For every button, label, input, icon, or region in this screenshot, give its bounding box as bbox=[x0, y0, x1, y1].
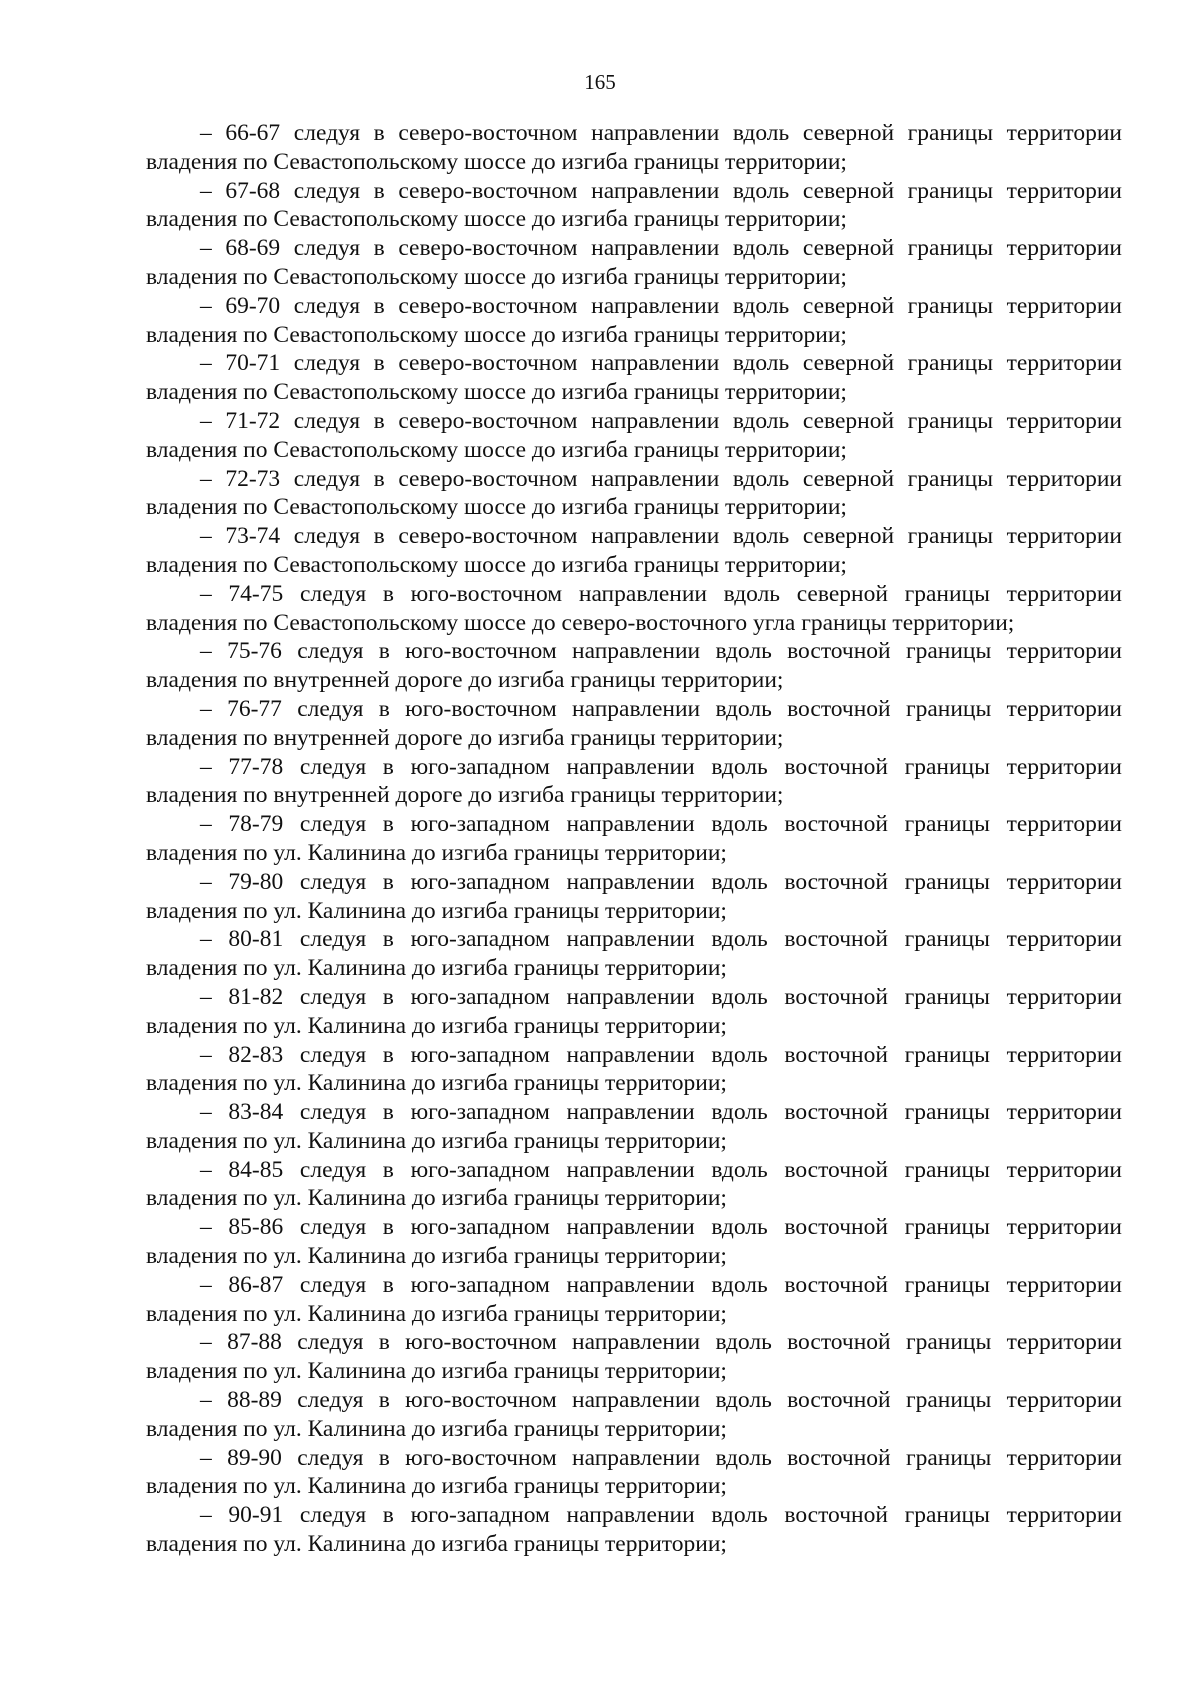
paragraph bbox=[146, 349, 1122, 407]
paragraph-line: – 66-67 следуя в северо-восточном направлении вдоль северной границы территории bbox=[200, 120, 1122, 146]
paragraph-line: владения по ул. Калинина до изгиба границы территории; bbox=[146, 897, 727, 924]
paragraph-line: владения по ул. Калинина до изгиба границы территории; bbox=[146, 1243, 727, 1270]
paragraph bbox=[146, 580, 1122, 638]
paragraph-line: – 87-88 следуя в юго-восточном направлении вдоль восточной границы территории bbox=[200, 1329, 1122, 1356]
paragraph-line: владения по Севастопольскому шоссе до изгиба границы территории; bbox=[146, 148, 847, 175]
paragraph-line: – 70-71 следуя в северо-восточном направлении вдоль северной границы территории bbox=[200, 350, 1122, 377]
paragraph bbox=[146, 177, 1122, 235]
paragraph-line: владения по ул. Калинина до изгиба границы территории; bbox=[146, 1185, 727, 1212]
paragraph-line: владения по внутренней дороге до изгиба границы территории; bbox=[146, 782, 784, 809]
paragraph-line: – 86-87 следуя в юго-западном направлении вдоль восточной границы территории bbox=[200, 1271, 1122, 1298]
paragraph-line: – 81-82 следуя в юго-западном направлении вдоль восточной границы территории bbox=[200, 983, 1122, 1010]
paragraph-line: владения по ул. Калинина до изгиба границы территории; bbox=[146, 1531, 727, 1558]
paragraph-line: владения по Севастопольскому шоссе до изгиба границы территории; bbox=[146, 436, 847, 463]
paragraph bbox=[146, 1501, 1122, 1559]
paragraph-line: – 80-81 следуя в юго-западном направлении вдоль восточной границы территории bbox=[200, 926, 1122, 953]
paragraph bbox=[146, 1444, 1122, 1502]
paragraph bbox=[146, 522, 1122, 580]
page-number: 165 bbox=[584, 70, 616, 94]
paragraph-line: – 82-83 следуя в юго-западном направлении вдоль восточной границы территории bbox=[200, 1041, 1122, 1068]
paragraph bbox=[146, 868, 1122, 926]
paragraph-line: владения по Севастопольскому шоссе до изгиба границы территории; bbox=[146, 263, 847, 290]
paragraph-line: – 89-90 следуя в юго-восточном направлении вдоль восточной границы территории bbox=[200, 1444, 1122, 1471]
paragraph bbox=[146, 1098, 1122, 1156]
paragraph bbox=[146, 119, 1122, 177]
paragraph-line: – 84-85 следуя в юго-западном направлении вдоль восточной границы территории bbox=[200, 1156, 1122, 1183]
paragraph bbox=[146, 983, 1122, 1041]
paragraph-line: владения по ул. Калинина до изгиба границы территории; bbox=[146, 1300, 727, 1327]
paragraph-line: владения по ул. Калинина до изгиба границы территории; bbox=[146, 1012, 727, 1039]
paragraph-line: – 73-74 следуя в северо-восточном направлении вдоль северной границы территории bbox=[200, 523, 1122, 550]
paragraph-line: – 71-72 следуя в северо-восточном направлении вдоль северной границы территории bbox=[200, 407, 1122, 434]
paragraph bbox=[146, 925, 1122, 983]
paragraph-line: владения по ул. Калинина до изгиба границы территории; bbox=[146, 1415, 727, 1442]
paragraph-line: владения по Севастопольскому шоссе до северо-восточного угла границы территории; bbox=[146, 609, 1015, 636]
paragraph-line: – 68-69 следуя в северо-восточном направлении вдоль северной границы территории bbox=[200, 235, 1122, 262]
paragraph-line: – 85-86 следуя в юго-западном направлении вдоль восточной границы территории bbox=[200, 1214, 1122, 1241]
paragraph bbox=[146, 1041, 1122, 1099]
paragraph-line: владения по Севастопольскому шоссе до изгиба границы территории; bbox=[146, 321, 847, 348]
paragraph bbox=[146, 637, 1122, 695]
paragraph-line: владения по Севастопольскому шоссе до изгиба границы территории; bbox=[146, 494, 847, 521]
paragraph-line: владения по ул. Калинина до изгиба границы территории; bbox=[146, 1070, 727, 1097]
paragraph bbox=[146, 407, 1122, 465]
paragraph-line: владения по Севастопольскому шоссе до изгиба границы территории; bbox=[146, 379, 847, 406]
paragraph-line: владения по Севастопольскому шоссе до изгиба границы территории; bbox=[146, 206, 847, 233]
paragraph bbox=[146, 810, 1122, 868]
paragraph-line: владения по ул. Калинина до изгиба границы территории; bbox=[146, 839, 727, 866]
paragraph-line: владения по внутренней дороге до изгиба границы территории; bbox=[146, 724, 784, 751]
paragraph-line: владения по внутренней дороге до изгиба границы территории; bbox=[146, 667, 784, 694]
paragraph bbox=[146, 292, 1122, 350]
paragraph-line: владения по ул. Калинина до изгиба границы территории; bbox=[146, 1473, 727, 1500]
paragraph-line: – 67-68 следуя в северо-восточном направлении вдоль северной границы территории bbox=[200, 177, 1122, 204]
paragraph bbox=[146, 465, 1122, 523]
paragraph-line: – 77-78 следуя в юго-западном направлении вдоль восточной границы территории bbox=[200, 753, 1122, 780]
paragraph bbox=[146, 1328, 1122, 1386]
paragraph-line: – 75-76 следуя в юго-восточном направлении вдоль восточной границы территории bbox=[200, 638, 1122, 665]
paragraph bbox=[146, 753, 1122, 811]
paragraph-line: – 74-75 следуя в юго-восточном направлении вдоль северной границы территории bbox=[200, 580, 1122, 607]
paragraph-line: – 83-84 следуя в юго-западном направлении вдоль восточной границы территории bbox=[200, 1099, 1122, 1126]
paragraph bbox=[146, 1156, 1122, 1214]
paragraph-line: владения по ул. Калинина до изгиба границы территории; bbox=[146, 1127, 727, 1154]
paragraph-line: – 79-80 следуя в юго-западном направлении вдоль восточной границы территории bbox=[200, 868, 1122, 895]
paragraph-line: владения по Севастопольскому шоссе до изгиба границы территории; bbox=[146, 551, 847, 578]
paragraph bbox=[146, 1213, 1122, 1271]
paragraph-line: – 90-91 следуя в юго-западном направлении вдоль восточной границы территории bbox=[200, 1502, 1122, 1529]
paragraph bbox=[146, 1271, 1122, 1329]
paragraph bbox=[146, 1386, 1122, 1444]
paragraph-line: – 69-70 следуя в северо-восточном направлении вдоль северной границы территории bbox=[200, 292, 1122, 319]
paragraph bbox=[146, 234, 1122, 292]
paragraph-line: – 78-79 следуя в юго-западном направлении вдоль восточной границы территории bbox=[200, 811, 1122, 838]
document-body bbox=[146, 119, 1122, 1559]
paragraph-line: владения по ул. Калинина до изгиба границы территории; bbox=[146, 1358, 727, 1385]
paragraph bbox=[146, 695, 1122, 753]
paragraph-line: – 88-89 следуя в юго-восточном направлении вдоль восточной границы территории bbox=[200, 1387, 1122, 1414]
paragraph-line: – 76-77 следуя в юго-восточном направлении вдоль восточной границы территории bbox=[200, 695, 1122, 722]
paragraph-line: – 72-73 следуя в северо-восточном направлении вдоль северной границы территории bbox=[200, 465, 1122, 492]
paragraph-line: владения по ул. Калинина до изгиба границы территории; bbox=[146, 955, 727, 982]
